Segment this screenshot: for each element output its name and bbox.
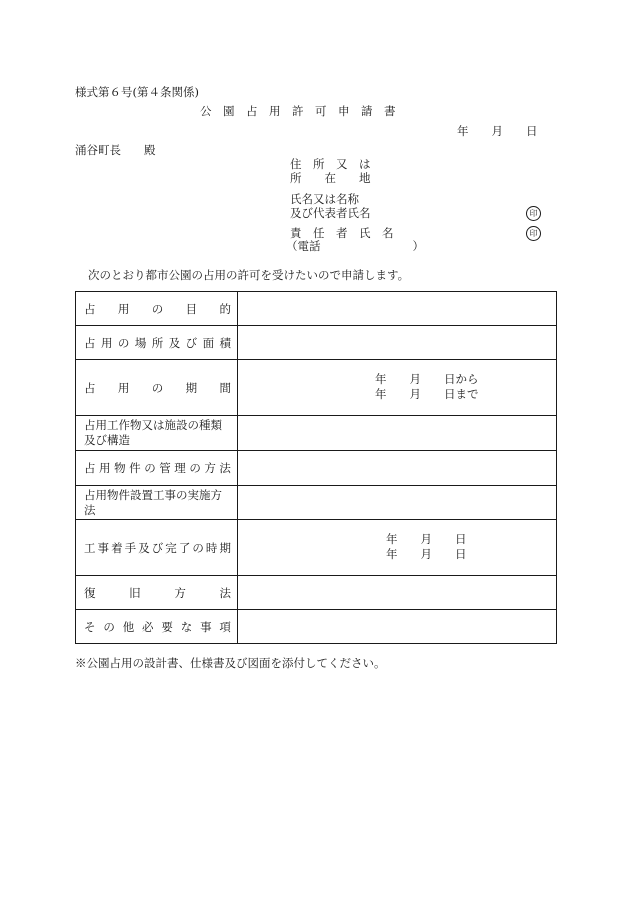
table-row: [76, 486, 557, 520]
location-area-field[interactable]: [238, 326, 557, 360]
document-title: 公 園 占 用 許 可 申 請 書: [200, 104, 396, 118]
name-label-line2: 及び代表者氏名: [290, 206, 371, 220]
row-label: 占 用 物 件 の 管 理 の 方 法: [84, 461, 231, 475]
table-row: [76, 416, 557, 451]
installation-method-label: [76, 486, 238, 520]
row-label: 占 用 の 期 間: [84, 380, 231, 395]
construction-start: 年 月 日: [386, 532, 467, 546]
address-label-line2: 所 在 地: [290, 171, 371, 185]
period-start: 年 月 日から: [375, 372, 479, 386]
row-label: 工 事 着 手 及 び 完 了 の 時 期: [84, 540, 231, 555]
row-label: 占 用 の 目 的: [84, 301, 231, 316]
table-row: [76, 610, 557, 644]
row-label: そ の 他 必 要 な 事 項: [84, 619, 231, 634]
management-method-label: [76, 451, 238, 486]
row-label: 復 旧 方 法: [84, 585, 231, 600]
application-date: 年 月 日: [457, 124, 538, 138]
applicant-seal-icon: 印: [526, 206, 541, 221]
table-row: [76, 576, 557, 610]
table-row: [76, 451, 557, 486]
form-number: 様式第６号(第４条関係): [75, 85, 199, 99]
restoration-method-label: [76, 576, 238, 610]
addressee: 涌谷町長 殿: [75, 143, 156, 157]
construction-period-label: [76, 520, 238, 576]
application-table: [75, 291, 557, 644]
other-matters-field[interactable]: [238, 610, 557, 644]
management-method-field[interactable]: [238, 451, 557, 486]
row-label: 占 用 の 場 所 及 び 面 積: [84, 335, 231, 350]
responsible-person-label: 責 任 者 氏 名: [290, 226, 394, 240]
construction-end: 年 月 日: [386, 547, 467, 561]
phone-label: （電話 ）: [286, 239, 424, 253]
attachment-note: ※公園占用の設計書、仕様書及び図面を添付してください。: [75, 656, 386, 670]
period-field[interactable]: [238, 360, 557, 416]
name-label-line1: 氏名又は名称: [290, 192, 359, 206]
structure-type-field[interactable]: [238, 416, 557, 451]
period-label: [76, 360, 238, 416]
table-row: [76, 292, 557, 326]
row-label: 占用工作物又は施設の種類及び構造: [84, 418, 222, 447]
period-end: 年 月 日まで: [375, 387, 479, 401]
responsible-seal-icon: 印: [526, 226, 541, 241]
purpose-label: [76, 292, 238, 326]
restoration-method-field[interactable]: [238, 576, 557, 610]
table-row: [76, 520, 557, 576]
table-row: [76, 326, 557, 360]
installation-method-field[interactable]: [238, 486, 557, 520]
address-label-line1: 住 所 又 は: [290, 157, 371, 171]
purpose-field[interactable]: [238, 292, 557, 326]
construction-period-field[interactable]: [238, 520, 557, 576]
location-area-label: [76, 326, 238, 360]
row-label: 占用物件設置工事の実施方法: [84, 487, 222, 517]
intro-text: 次のとおり都市公園の占用の許可を受けたいので申請します。: [88, 268, 410, 282]
structure-type-label: [76, 416, 238, 451]
other-matters-label: [76, 610, 238, 644]
table-row: [76, 360, 557, 416]
